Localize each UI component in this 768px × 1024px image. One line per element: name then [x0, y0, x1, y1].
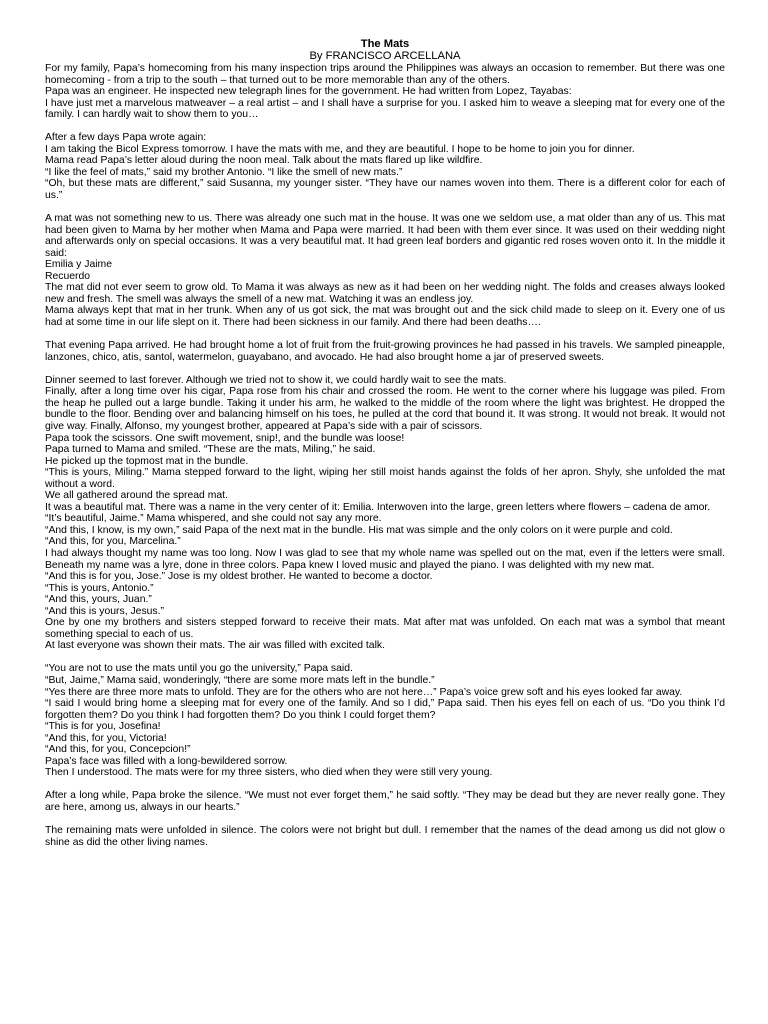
paragraph-gap — [45, 363, 725, 375]
paragraph: “And this is yours, Jesus.” — [45, 605, 164, 617]
paragraph: I had always thought my name was too long. Now I was glad to see that my whole name was spelled out on the mat, even if the letters were small. Beneath my name was a lyre, done in three colors. Papa knew I loved music and played the piano. I was delighted with my new mat. — [45, 547, 725, 571]
paragraph-gap — [45, 814, 725, 826]
paragraph-gap — [45, 329, 725, 341]
paragraph: Mama read Papa’s letter aloud during the noon meal. Talk about the mats flared up like wildfire. — [45, 155, 483, 167]
paragraph: “And this, for you, Marcelina.” — [45, 536, 181, 548]
paragraph: “Oh, but these mats are different,” said Susanna, my younger sister. “They have our names woven into them. There is a different color for each of us.” — [45, 178, 725, 202]
paragraph: “This is yours, Miling.” Mama stepped forward to the light, wiping her still moist hands against the folds of her apron. Shyly, she unfolded the mat without a word. — [45, 467, 725, 490]
paragraph: A mat was not something new to us. There was already one such mat in the house. It was one we seldom use, a mat older than any of us. This mat had been given to Mama by her mother when Mama and Papa were married. It had been with them ever since. It was used on their wedding night and afterwards only on special occasions. It was a very beautiful mat. It had green leaf borders and gigantic red roses woven onto it. In the middle it said: — [45, 213, 725, 259]
paragraph: Emilia y Jaime — [45, 259, 112, 271]
paragraph: I am taking the Bicol Express tomorrow. I have the mats with me, and they are beautiful. I hope to be home to join you for dinner. — [45, 143, 635, 155]
story-body — [45, 63, 725, 848]
paragraph: Then I understood. The mats were for my three sisters, who died when they were still very young. — [45, 767, 493, 779]
paragraph: The mat did not ever seem to grow old. To Mama it was always as new as it had been on her wedding night. The folds and creases always looked new and fresh. The smell was always the smell of a new mat. Watching it was an endless joy. — [45, 282, 725, 305]
paragraph: Recuerdo — [45, 270, 91, 282]
paragraph: Papa was an engineer. He inspected new telegraph lines for the government. He had written from Lopez, Tayabas: — [45, 86, 572, 98]
paragraph: For my family, Papa’s homecoming from his many inspection trips around the Philippines was always an occasion to remember. But there was one homecoming - from a trip to the south – that turned out to be more memorable than any of the others. — [45, 63, 725, 86]
paragraph: I have just met a marvelous matweaver – a real artist – and I shall have a surprise for you. I asked him to weave a sleeping mat for every one of the family. I can hardly wait to show them to you… — [45, 97, 725, 121]
paragraph: At last everyone was shown their mats. The air was filled with excited talk. — [45, 640, 385, 652]
paragraph: Papa’s face was filled with a long-bewildered sorrow. — [45, 755, 288, 767]
paragraph-gap — [45, 202, 725, 214]
paragraph-gap — [45, 779, 725, 791]
paragraph: “And this, yours, Juan.” — [45, 594, 152, 606]
paragraph: Dinner seemed to last forever. Although we tried not to show it, we could hardly wait to see the mats. — [45, 374, 507, 386]
story-title: The Mats — [360, 38, 410, 50]
paragraph: “And this, I know, is my own,” said Papa of the next mat in the bundle. His mat was simple and the only colors on it were purple and cold. — [45, 524, 673, 536]
paragraph: “Yes there are three more mats to unfold. They are for the others who are not here…” Papa’s voice grew soft and his eyes looked far away. — [45, 686, 683, 698]
paragraph: After a few days Papa wrote again: — [45, 132, 207, 144]
document-page — [45, 38, 725, 848]
paragraph: “And this, for you, Concepcion!” — [45, 744, 191, 756]
paragraph: “You are not to use the mats until you go the university,” Papa said. — [45, 663, 353, 675]
paragraph: Papa turned to Mama and smiled. “These are the mats, Miling,” he said. — [45, 444, 376, 456]
paragraph: The remaining mats were unfolded in silence. The colors were not bright but dull. I remember that the names of the dead among us did not glow o shine as did the other living names. — [45, 825, 725, 848]
paragraph: He picked up the topmost mat in the bundle. — [45, 455, 249, 467]
paragraph: It was a beautiful mat. There was a name in the very center of it: Emilia. Interwoven into the large, green letters where flowers – cadena de amor. — [45, 501, 711, 513]
paragraph: We all gathered around the spread mat. — [45, 490, 228, 502]
paragraph-gap — [45, 121, 725, 133]
paragraph: That evening Papa arrived. He had brought home a lot of fruit from the fruit-growing provinces he had passed in his travels. We sampled pineapple, lanzones, chico, atis, santol, watermelon, guayabano, and avocado. He had also brought home a jar of preserved sweets. — [45, 340, 725, 363]
paragraph: “I said I would bring home a sleeping mat for every one of the family. And so I did,” Papa said. Then his eyes fell on each of us. “Do you think I’d forgotten them? Do you think I had forgotten them? Do you think I could forget them? — [45, 698, 725, 721]
story-author: By FRANCISCO ARCELLANA — [309, 50, 461, 62]
paragraph-gap — [45, 652, 725, 664]
paragraph: Finally, after a long time over his cigar, Papa rose from his chair and crossed the room. He went to the corner where his luggage was piled. From the heap he pulled out a large bundle. Taking it under his arm, he walked to the middle of the room where the light was brightest. He dropped the bundle to the floor. Bending over and balancing himself on his toes, he pulled at the cord that bound it. It was strong. It would not break. It would not give way. Finally, Alfonso, my youngest brother, appeared at Papa’s side with a pair of scissors. — [45, 386, 725, 432]
paragraph: “And this, for you, Victoria! — [45, 732, 167, 744]
paragraph: “But, Jaime,” Mama said, wonderingly, “there are some more mats left in the bundle.” — [45, 674, 435, 686]
paragraph: “And this is for you, Jose.” Jose is my oldest brother. He wanted to become a doctor. — [45, 571, 433, 583]
paragraph: One by one my brothers and sisters stepped forward to receive their mats. Mat after mat was unfolded. On each mat was a symbol that meant something special to each of us. — [45, 617, 725, 640]
paragraph: Mama always kept that mat in her trunk. When any of us got sick, the mat was brought out and the sick child made to sleep on it. Every one of us had at some time in our life slept on it. There had been sickness in our family. And there had been deaths…. — [45, 305, 725, 329]
paragraph: “It’s beautiful, Jaime.” Mama whispered, and she could not say any more. — [45, 513, 382, 525]
paragraph: “I like the feel of mats,” said my brother Antonio. “I like the smell of new mats.” — [45, 166, 403, 178]
paragraph: “This is yours, Antonio.” — [45, 582, 154, 594]
paragraph: After a long while, Papa broke the silence. “We must not ever forget them,” he said softly. “They may be dead but they are never really gone. They are here, among us, always in our hearts.” — [45, 790, 725, 813]
paragraph: “This is for you, Josefina! — [45, 721, 161, 733]
paragraph: Papa took the scissors. One swift movement, snip!, and the bundle was loose! — [45, 432, 405, 444]
